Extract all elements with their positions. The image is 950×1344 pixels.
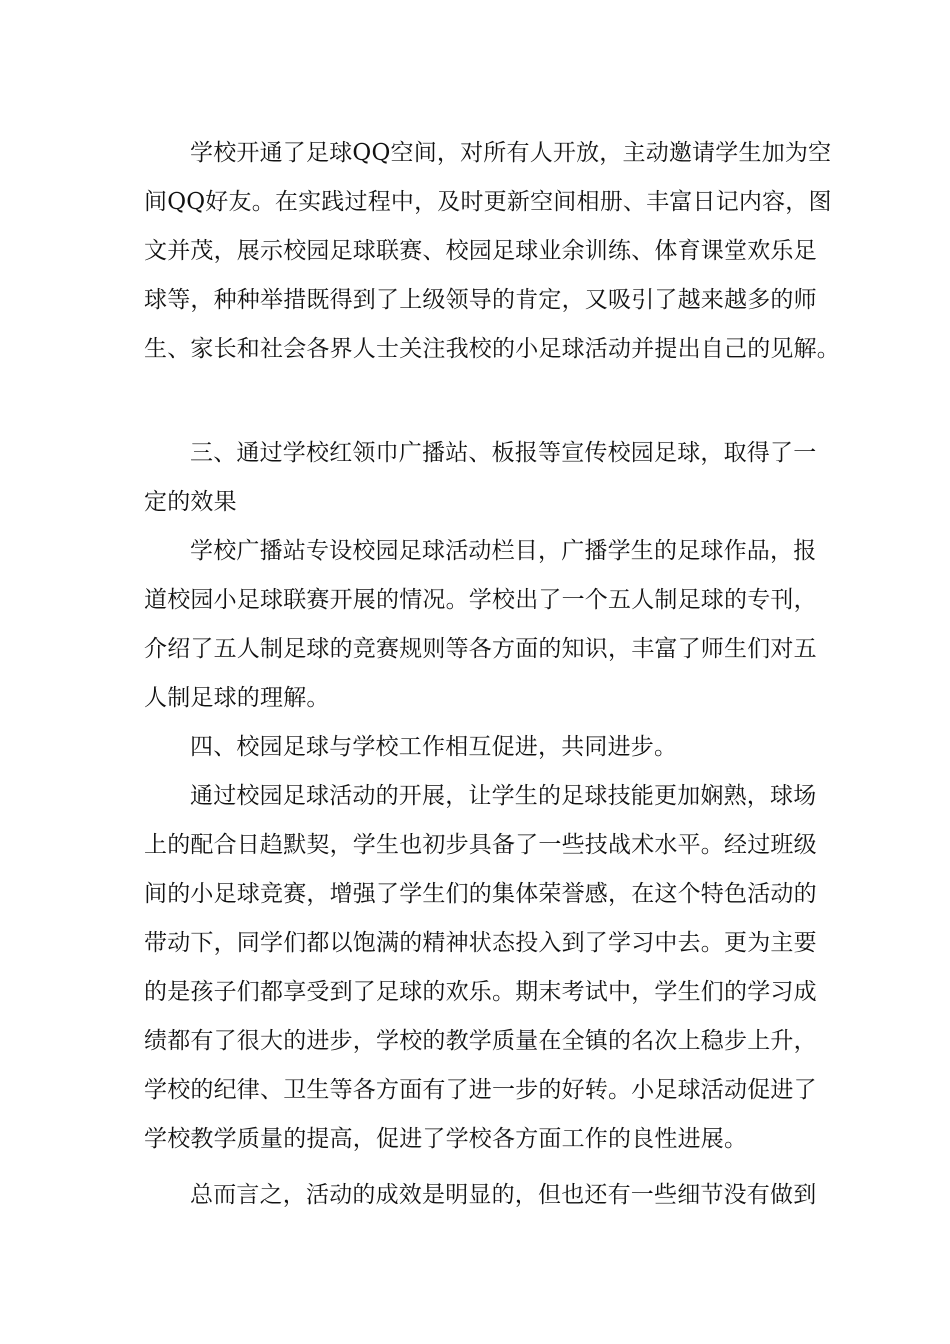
paragraph-progress-line-3: 间的小足球竞赛，增强了学生们的集体荣誉感，在这个特色活动的 (144, 881, 817, 907)
section-heading-3-line-1: 三、通过学校红领巾广播站、板报等宣传校园足球，取得了一 (190, 440, 817, 466)
paragraph-progress-line-8: 学校教学质量的提高，促进了学校各方面工作的良性进展。 (144, 1126, 748, 1152)
paragraph-progress-line-6: 绩都有了很大的进步，学校的教学质量在全镇的名次上稳步上升， (144, 1028, 817, 1054)
paragraph-qq-space-line-3: 文并茂，展示校园足球联赛、校园足球业余训练、体育课堂欢乐足 (144, 238, 817, 264)
paragraph-qq-space-line-5: 生、家长和社会各界人士关注我校的小足球活动并提出自己的见解。 (144, 336, 840, 362)
paragraph-qq-space-line-1: 学校开通了足球QQ空间，对所有人开放，主动邀请学生加为空 (190, 140, 832, 166)
paragraph-progress-line-5: 的是孩子们都享受到了足球的欢乐。期末考试中，学生们的学习成 (144, 979, 817, 1005)
section-heading-4: 四、校园足球与学校工作相互促进，共同进步。 (190, 734, 678, 760)
paragraph-qq-space-line-4: 球等，种种举措既得到了上级领导的肯定，又吸引了越来越多的师 (144, 287, 817, 313)
paragraph-broadcast-line-1: 学校广播站专设校园足球活动栏目，广播学生的足球作品，报 (190, 538, 817, 564)
paragraph-broadcast-line-2: 道校园小足球联赛开展的情况。学校出了一个五人制足球的专刊， (144, 587, 817, 613)
paragraph-broadcast-line-4: 人制足球的理解。 (144, 685, 330, 711)
paragraph-summary-line-1: 总而言之，活动的成效是明显的，但也还有一些细节没有做到 (190, 1182, 817, 1208)
paragraph-progress-line-1: 通过校园足球活动的开展，让学生的足球技能更加娴熟，球场 (190, 783, 817, 809)
paragraph-progress-line-7: 学校的纪律、卫生等各方面有了进一步的好转。小足球活动促进了 (144, 1077, 817, 1103)
section-heading-3-line-2: 定的效果 (144, 489, 237, 515)
paragraph-qq-space-line-2: 间QQ好友。在实践过程中，及时更新空间相册、丰富日记内容，图 (144, 189, 832, 215)
paragraph-progress-line-4: 带动下，同学们都以饱满的精神状态投入到了学习中去。更为主要 (144, 930, 817, 956)
paragraph-broadcast-line-3: 介绍了五人制足球的竞赛规则等各方面的知识，丰富了师生们对五 (144, 636, 817, 662)
paragraph-progress-line-2: 上的配合日趋默契，学生也初步具备了一些技战术水平。经过班级 (144, 832, 817, 858)
